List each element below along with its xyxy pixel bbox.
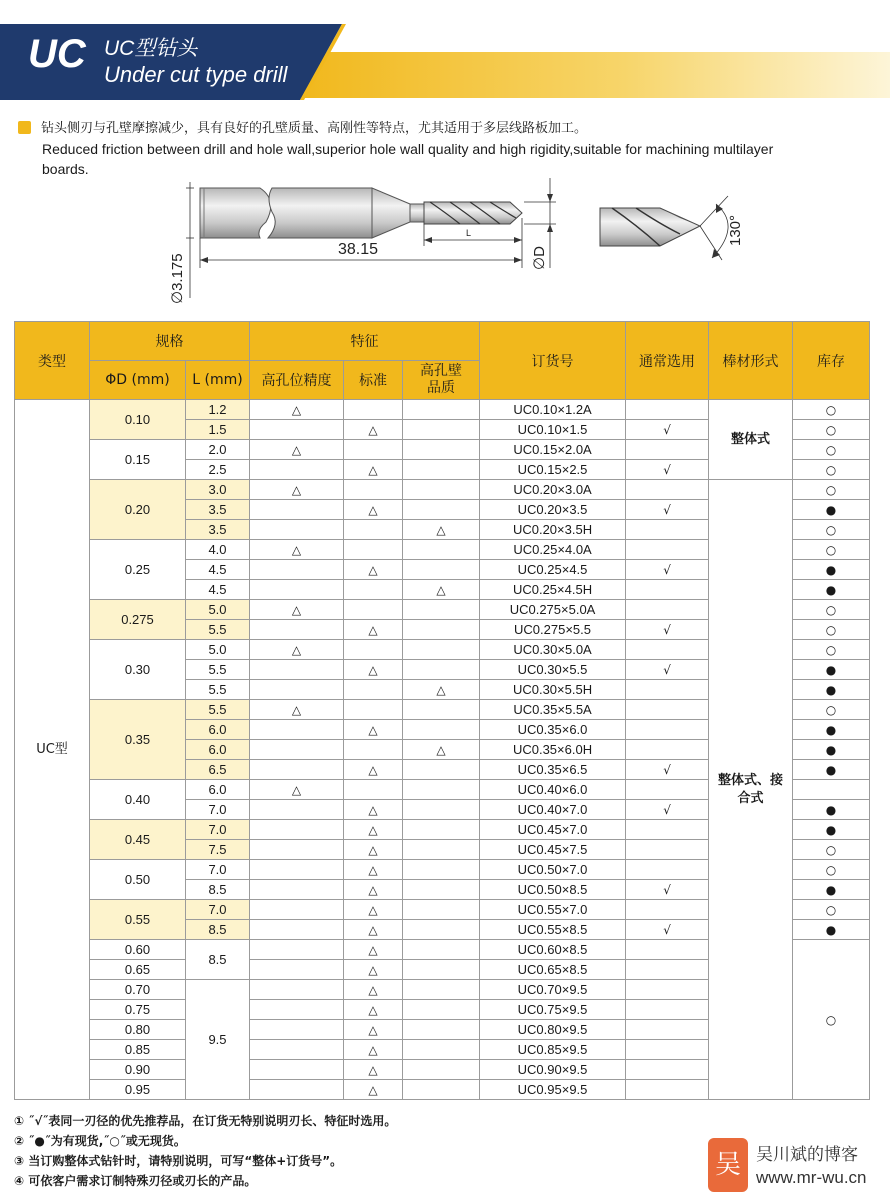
feature-1-cell <box>250 420 344 440</box>
watermark-logo: 吴 <box>708 1138 748 1192</box>
feature-3-cell <box>403 480 480 500</box>
feature-1-cell <box>250 740 344 760</box>
feature-2-cell: △ <box>344 1020 403 1040</box>
stock-cell <box>793 780 870 800</box>
feature-3-cell <box>403 940 480 960</box>
feature-3-cell: △ <box>403 740 480 760</box>
dia-cell: 0.30 <box>90 640 186 700</box>
feature-2-cell: △ <box>344 800 403 820</box>
len-cell: 5.0 <box>186 600 250 620</box>
common-cell <box>626 840 709 860</box>
stock-cell: ● <box>793 560 870 580</box>
common-cell: √ <box>626 460 709 480</box>
stock-cell: ○ <box>793 840 870 860</box>
common-cell: √ <box>626 500 709 520</box>
order-code-cell: UC0.50×7.0 <box>480 860 626 880</box>
feature-1-cell <box>250 580 344 600</box>
dia-cell: 0.70 <box>90 980 186 1000</box>
stock-cell: ○ <box>793 860 870 880</box>
feature-2-cell <box>344 640 403 660</box>
stock-cell: ● <box>793 920 870 940</box>
col-feature: 特征 <box>250 322 480 361</box>
feature-3-cell <box>403 860 480 880</box>
intro-text <box>18 119 868 179</box>
stock-cell: ○ <box>793 400 870 420</box>
dia-cell: 0.275 <box>90 600 186 640</box>
common-cell <box>626 720 709 740</box>
order-code-cell: UC0.90×9.5 <box>480 1060 626 1080</box>
stock-cell: ○ <box>793 520 870 540</box>
stock-cell: ○ <box>793 420 870 440</box>
feature-3-cell <box>403 960 480 980</box>
feature-2-cell: △ <box>344 840 403 860</box>
feature-1-cell <box>250 680 344 700</box>
feature-2-cell <box>344 680 403 700</box>
feature-1-cell: △ <box>250 700 344 720</box>
feature-3-cell: △ <box>403 580 480 600</box>
common-cell <box>626 780 709 800</box>
feature-2-cell <box>344 520 403 540</box>
intro-cn: 钻头侧刃与孔壁摩擦减少，具有良好的孔壁质量、高刚性等特点，尤其适用于多层线路板加工。 <box>41 121 588 136</box>
len-cell: 6.5 <box>186 760 250 780</box>
dim-tip-angle: 130° <box>727 214 744 246</box>
dia-cell: 0.35 <box>90 700 186 780</box>
table-row <box>15 400 870 420</box>
order-code-cell: UC0.30×5.0A <box>480 640 626 660</box>
feature-3-cell <box>403 1080 480 1100</box>
header-banner <box>0 0 890 100</box>
col-spec: 规格 <box>90 322 250 361</box>
note-4: ④ 可依客户需求订制特殊刃径或刃长的产品。 <box>14 1174 257 1188</box>
col-order: 订货号 <box>480 322 626 400</box>
order-code-cell: UC0.20×3.0A <box>480 480 626 500</box>
order-code-cell: UC0.80×9.5 <box>480 1020 626 1040</box>
feature-2-cell <box>344 480 403 500</box>
common-cell <box>626 860 709 880</box>
feature-3-cell <box>403 460 480 480</box>
common-cell <box>626 480 709 500</box>
feature-1-cell: △ <box>250 400 344 420</box>
feature-1-cell <box>250 660 344 680</box>
len-cell: 8.5 <box>186 880 250 900</box>
intro-en-line1: Reduced friction between drill and hole wall,superior hole wall quality and high rigidity,suitable for machining multilayer <box>42 141 774 157</box>
common-cell: √ <box>626 760 709 780</box>
feature-2-cell: △ <box>344 500 403 520</box>
stock-cell: ● <box>793 720 870 740</box>
order-code-cell: UC0.275×5.0A <box>480 600 626 620</box>
common-cell: √ <box>626 920 709 940</box>
drill-diagram <box>160 178 760 308</box>
feature-1-cell: △ <box>250 480 344 500</box>
dia-cell: 0.55 <box>90 900 186 940</box>
len-cell: 3.0 <box>186 480 250 500</box>
feature-3-cell <box>403 980 480 1000</box>
order-code-cell: UC0.10×1.2A <box>480 400 626 420</box>
feature-3-cell <box>403 620 480 640</box>
feature-2-cell: △ <box>344 720 403 740</box>
len-cell: 7.0 <box>186 800 250 820</box>
feature-1-cell <box>250 1020 344 1040</box>
dia-cell: 0.75 <box>90 1000 186 1020</box>
feature-1-cell: △ <box>250 440 344 460</box>
len-cell: 4.0 <box>186 540 250 560</box>
len-cell: 2.0 <box>186 440 250 460</box>
common-cell <box>626 960 709 980</box>
order-code-cell: UC0.15×2.0A <box>480 440 626 460</box>
feature-2-cell <box>344 740 403 760</box>
feature-2-cell: △ <box>344 460 403 480</box>
order-code-cell: UC0.20×3.5H <box>480 520 626 540</box>
common-cell <box>626 680 709 700</box>
feature-3-cell <box>403 880 480 900</box>
len-cell: 1.5 <box>186 420 250 440</box>
drill-taper <box>372 188 410 238</box>
order-code-cell: UC0.45×7.0 <box>480 820 626 840</box>
bullet-icon <box>18 121 31 134</box>
len-cell: 5.5 <box>186 680 250 700</box>
feature-3-cell <box>403 1020 480 1040</box>
feature-1-cell <box>250 620 344 640</box>
len-cell: 5.0 <box>186 640 250 660</box>
header-code: UC <box>28 32 86 76</box>
order-code-cell: UC0.275×5.5 <box>480 620 626 640</box>
len-cell: 8.5 <box>186 940 250 980</box>
feature-3-cell <box>403 1000 480 1020</box>
feature-2-cell: △ <box>344 860 403 880</box>
feature-2-cell <box>344 600 403 620</box>
feature-3-cell <box>403 840 480 860</box>
feature-2-cell: △ <box>344 760 403 780</box>
feature-2-cell: △ <box>344 1080 403 1100</box>
stock-cell: ● <box>793 580 870 600</box>
common-cell: √ <box>626 560 709 580</box>
len-cell: 7.5 <box>186 840 250 860</box>
dia-cell: 0.90 <box>90 1060 186 1080</box>
order-code-cell: UC0.60×8.5 <box>480 940 626 960</box>
stock-cell: ○ <box>793 540 870 560</box>
feature-2-cell <box>344 780 403 800</box>
feature-1-cell <box>250 920 344 940</box>
feature-2-cell <box>344 400 403 420</box>
feature-3-cell <box>403 420 480 440</box>
feature-2-cell <box>344 440 403 460</box>
dim-flute-length: L <box>466 228 472 238</box>
col-len: L (mm) <box>186 361 250 400</box>
order-code-cell: UC0.55×7.0 <box>480 900 626 920</box>
common-cell <box>626 700 709 720</box>
col-f1: 高孔位精度 <box>250 361 344 400</box>
feature-1-cell <box>250 1000 344 1020</box>
len-cell: 1.2 <box>186 400 250 420</box>
stock-cell: ○ <box>793 480 870 500</box>
common-cell <box>626 980 709 1000</box>
order-code-cell: UC0.15×2.5 <box>480 460 626 480</box>
len-cell: 7.0 <box>186 900 250 920</box>
len-cell: 6.0 <box>186 780 250 800</box>
drill-shank-2 <box>268 188 372 238</box>
stock-cell: ○ <box>793 600 870 620</box>
col-dia: ΦD (mm) <box>90 361 186 400</box>
feature-3-cell <box>403 640 480 660</box>
feature-1-cell <box>250 820 344 840</box>
feature-3-cell <box>403 440 480 460</box>
feature-3-cell <box>403 500 480 520</box>
common-cell <box>626 600 709 620</box>
stock-cell: ● <box>793 880 870 900</box>
len-cell: 4.5 <box>186 580 250 600</box>
watermark-title: 吴川斌的博客 <box>756 1145 858 1165</box>
common-cell <box>626 820 709 840</box>
intro-en-line2: boards. <box>42 161 89 177</box>
note-1: ① ˝√˝表同一刃径的优先推荐品，在订货无特别说明刃长、特征时选用。 <box>14 1114 397 1128</box>
feature-2-cell <box>344 540 403 560</box>
feature-1-cell <box>250 500 344 520</box>
feature-2-cell <box>344 700 403 720</box>
feature-3-cell <box>403 760 480 780</box>
dia-cell: 0.15 <box>90 440 186 480</box>
drill-tip-detail <box>600 196 728 260</box>
feature-1-cell <box>250 800 344 820</box>
order-code-cell: UC0.30×5.5 <box>480 660 626 680</box>
feature-3-cell <box>403 800 480 820</box>
feature-2-cell: △ <box>344 1060 403 1080</box>
dia-cell: 0.40 <box>90 780 186 820</box>
order-code-cell: UC0.35×5.5A <box>480 700 626 720</box>
common-cell <box>626 1040 709 1060</box>
common-cell <box>626 540 709 560</box>
feature-2-cell <box>344 580 403 600</box>
order-code-cell: UC0.35×6.5 <box>480 760 626 780</box>
feature-1-cell <box>250 460 344 480</box>
order-code-cell: UC0.10×1.5 <box>480 420 626 440</box>
col-stock: 库存 <box>793 322 870 400</box>
feature-2-cell: △ <box>344 940 403 960</box>
common-cell: √ <box>626 660 709 680</box>
order-code-cell: UC0.35×6.0 <box>480 720 626 740</box>
feature-2-cell: △ <box>344 920 403 940</box>
feature-3-cell <box>403 780 480 800</box>
len-cell: 9.5 <box>186 980 250 1100</box>
feature-1-cell <box>250 1060 344 1080</box>
feature-3-cell <box>403 560 480 580</box>
len-cell: 6.0 <box>186 740 250 760</box>
stock-cell: ● <box>793 500 870 520</box>
order-code-cell: UC0.25×4.5 <box>480 560 626 580</box>
feature-1-cell: △ <box>250 780 344 800</box>
common-cell <box>626 640 709 660</box>
feature-1-cell <box>250 720 344 740</box>
watermark <box>706 1136 876 1196</box>
table-row <box>15 480 870 500</box>
notes <box>14 1111 396 1191</box>
feature-2-cell: △ <box>344 1000 403 1020</box>
col-type: 类型 <box>15 322 90 400</box>
feature-3-cell <box>403 1060 480 1080</box>
feature-1-cell <box>250 880 344 900</box>
feature-2-cell: △ <box>344 980 403 1000</box>
order-code-cell: UC0.40×6.0 <box>480 780 626 800</box>
dia-cell: 0.65 <box>90 960 186 980</box>
common-cell: √ <box>626 420 709 440</box>
feature-2-cell: △ <box>344 820 403 840</box>
len-cell: 2.5 <box>186 460 250 480</box>
feature-1-cell <box>250 760 344 780</box>
common-cell <box>626 520 709 540</box>
col-f2: 标准 <box>344 361 403 400</box>
stock-cell: ○ <box>793 640 870 660</box>
common-cell <box>626 1000 709 1020</box>
common-cell <box>626 900 709 920</box>
common-cell <box>626 1020 709 1040</box>
stock-cell: ○ <box>793 440 870 460</box>
feature-1-cell <box>250 980 344 1000</box>
order-code-cell: UC0.40×7.0 <box>480 800 626 820</box>
order-code-cell: UC0.45×7.5 <box>480 840 626 860</box>
feature-1-cell: △ <box>250 640 344 660</box>
dia-cell: 0.85 <box>90 1040 186 1060</box>
feature-1-cell <box>250 960 344 980</box>
len-cell: 5.5 <box>186 700 250 720</box>
feature-2-cell: △ <box>344 560 403 580</box>
common-cell <box>626 940 709 960</box>
order-code-cell: UC0.55×8.5 <box>480 920 626 940</box>
watermark-url: www.mr-wu.cn <box>756 1168 867 1187</box>
len-cell: 3.5 <box>186 520 250 540</box>
dim-shank-dia: ∅3.175 <box>169 253 186 304</box>
feature-1-cell <box>250 900 344 920</box>
dim-diameter: ∅D <box>531 246 548 270</box>
feature-3-cell <box>403 600 480 620</box>
dia-cell: 0.95 <box>90 1080 186 1100</box>
feature-3-cell <box>403 900 480 920</box>
order-code-cell: UC0.35×6.0H <box>480 740 626 760</box>
order-code-cell: UC0.95×9.5 <box>480 1080 626 1100</box>
feature-1-cell <box>250 1080 344 1100</box>
feature-3-cell: △ <box>403 680 480 700</box>
common-cell <box>626 400 709 420</box>
order-code-cell: UC0.30×5.5H <box>480 680 626 700</box>
stock-cell: ○ <box>793 940 870 1100</box>
feature-1-cell <box>250 1040 344 1060</box>
common-cell: √ <box>626 620 709 640</box>
dia-cell: 0.25 <box>90 540 186 600</box>
len-cell: 7.0 <box>186 820 250 840</box>
len-cell: 3.5 <box>186 500 250 520</box>
len-cell: 5.5 <box>186 620 250 640</box>
feature-2-cell: △ <box>344 880 403 900</box>
stock-cell: ● <box>793 760 870 780</box>
header-title-en: Under cut type drill <box>104 62 288 87</box>
common-cell <box>626 740 709 760</box>
feature-3-cell <box>403 660 480 680</box>
order-code-cell: UC0.65×8.5 <box>480 960 626 980</box>
feature-3-cell <box>403 400 480 420</box>
dia-cell: 0.50 <box>90 860 186 900</box>
feature-1-cell <box>250 520 344 540</box>
common-cell: √ <box>626 880 709 900</box>
stock-cell: ○ <box>793 460 870 480</box>
header-title-cn: UC型钻头 <box>104 37 198 60</box>
common-cell <box>626 1060 709 1080</box>
order-code-cell: UC0.70×9.5 <box>480 980 626 1000</box>
feature-1-cell <box>250 560 344 580</box>
col-f3: 高孔壁 品质 <box>403 361 480 400</box>
len-cell: 7.0 <box>186 860 250 880</box>
stock-cell: ● <box>793 820 870 840</box>
feature-3-cell <box>403 700 480 720</box>
stock-cell: ● <box>793 680 870 700</box>
type-cell: UC型 <box>15 400 90 1100</box>
order-code-cell: UC0.50×8.5 <box>480 880 626 900</box>
feature-2-cell: △ <box>344 900 403 920</box>
stock-cell: ○ <box>793 900 870 920</box>
bar-form-cell: 整体式 <box>709 400 793 480</box>
common-cell <box>626 580 709 600</box>
note-2: ② ˝●˝为有现货,˝○˝或无现货。 <box>14 1134 186 1148</box>
common-cell <box>626 440 709 460</box>
col-bar: 棒材形式 <box>709 322 793 400</box>
stock-cell: ● <box>793 740 870 760</box>
order-code-cell: UC0.25×4.0A <box>480 540 626 560</box>
feature-3-cell <box>403 1040 480 1060</box>
feature-3-cell <box>403 820 480 840</box>
feature-1-cell <box>250 840 344 860</box>
order-code-cell: UC0.25×4.5H <box>480 580 626 600</box>
spec-table <box>14 321 870 1100</box>
order-code-cell: UC0.20×3.5 <box>480 500 626 520</box>
feature-3-cell <box>403 540 480 560</box>
feature-2-cell: △ <box>344 960 403 980</box>
len-cell: 5.5 <box>186 660 250 680</box>
bar-form-cell: 整体式、接 合式 <box>709 480 793 1100</box>
dia-cell: 0.10 <box>90 400 186 440</box>
len-cell: 8.5 <box>186 920 250 940</box>
feature-1-cell: △ <box>250 540 344 560</box>
feature-3-cell: △ <box>403 520 480 540</box>
dim-total-length: 38.15 <box>338 241 379 258</box>
order-code-cell: UC0.75×9.5 <box>480 1000 626 1020</box>
stock-cell: ○ <box>793 620 870 640</box>
feature-2-cell: △ <box>344 620 403 640</box>
stock-cell: ● <box>793 800 870 820</box>
common-cell: √ <box>626 800 709 820</box>
feature-3-cell <box>403 720 480 740</box>
col-common: 通常选用 <box>626 322 709 400</box>
common-cell <box>626 1080 709 1100</box>
feature-1-cell <box>250 940 344 960</box>
len-cell: 4.5 <box>186 560 250 580</box>
feature-2-cell: △ <box>344 1040 403 1060</box>
feature-1-cell: △ <box>250 600 344 620</box>
drill-shank <box>200 188 271 238</box>
order-code-cell: UC0.85×9.5 <box>480 1040 626 1060</box>
dia-cell: 0.60 <box>90 940 186 960</box>
note-3: ③ 当订购整体式钻针时，请特别说明，可写“整体+订货号”。 <box>14 1154 343 1168</box>
feature-2-cell: △ <box>344 420 403 440</box>
len-cell: 6.0 <box>186 720 250 740</box>
dia-cell: 0.20 <box>90 480 186 540</box>
stock-cell: ● <box>793 660 870 680</box>
dia-cell: 0.45 <box>90 820 186 860</box>
stock-cell: ○ <box>793 700 870 720</box>
feature-2-cell: △ <box>344 660 403 680</box>
dia-cell: 0.80 <box>90 1020 186 1040</box>
feature-1-cell <box>250 860 344 880</box>
feature-3-cell <box>403 920 480 940</box>
